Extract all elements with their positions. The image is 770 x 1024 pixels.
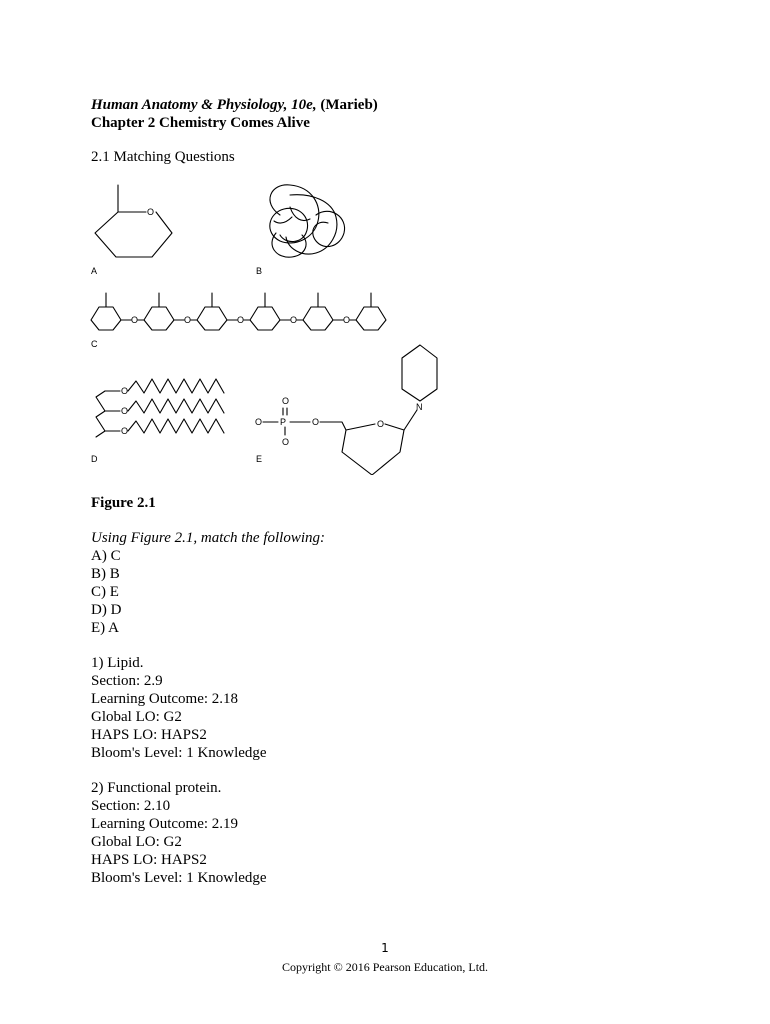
- atom-label: O: [184, 315, 192, 325]
- chapter-title: Chapter 2 Chemistry Comes Alive: [91, 115, 310, 131]
- question-2-global-lo: Global LO: G2: [91, 834, 182, 850]
- molecule-a-monosaccharide: [95, 185, 172, 257]
- question-1-haps-lo: HAPS LO: HAPS2: [91, 727, 207, 743]
- figure-caption: Figure 2.1: [91, 495, 156, 511]
- atom-label: O: [377, 419, 385, 429]
- atom-label: O: [147, 207, 155, 217]
- panel-label-e: E: [256, 454, 263, 464]
- molecule-d-triglyceride: [96, 379, 224, 437]
- question-1-learning-outcome: Learning Outcome: 2.18: [91, 691, 239, 707]
- page-number: 1: [381, 941, 389, 955]
- molecule-e-nucleotide: [255, 345, 437, 475]
- option-e: E) A: [91, 620, 119, 636]
- panel-label-b: B: [256, 266, 263, 276]
- molecule-c-polysaccharide: [91, 293, 386, 330]
- question-1-global-lo: Global LO: G2: [91, 709, 182, 725]
- atom-label: O: [237, 315, 245, 325]
- question-2-section: Section: 2.10: [91, 798, 171, 814]
- atom-label: O: [290, 315, 298, 325]
- atom-label: O: [121, 426, 129, 436]
- copyright-notice: Copyright © 2016 Pearson Education, Ltd.: [281, 960, 489, 974]
- atom-label: O: [312, 417, 320, 427]
- question-1-section: Section: 2.9: [91, 673, 163, 689]
- question-2-blooms-level: Bloom's Level: 1 Knowledge: [91, 870, 267, 886]
- panel-label-a: A: [91, 266, 98, 276]
- panel-label-d: D: [91, 454, 98, 464]
- option-b: B) B: [91, 566, 120, 582]
- figure-2-1: [80, 175, 460, 475]
- atom-label: P: [280, 417, 287, 427]
- option-d: D) D: [91, 602, 122, 618]
- atom-label: O: [131, 315, 139, 325]
- panel-label-c: C: [91, 339, 98, 349]
- atom-label: O: [255, 417, 263, 427]
- question-2-prompt: 2) Functional protein.: [91, 780, 222, 796]
- question-1-blooms-level: Bloom's Level: 1 Knowledge: [91, 745, 267, 761]
- atom-label: N: [416, 402, 423, 412]
- book-title-line: [91, 96, 378, 114]
- molecule-b-globular-protein: [270, 185, 345, 257]
- book-author: (Marieb): [320, 97, 378, 113]
- atom-label: O: [282, 396, 290, 406]
- question-1-prompt: 1) Lipid.: [91, 655, 144, 671]
- atom-label: O: [282, 437, 290, 447]
- section-heading: 2.1 Matching Questions: [91, 149, 235, 165]
- atom-label: O: [121, 406, 129, 416]
- question-2-learning-outcome: Learning Outcome: 2.19: [91, 816, 239, 832]
- book-title: Human Anatomy & Physiology, 10e,: [91, 97, 317, 113]
- atom-label: O: [343, 315, 351, 325]
- question-2-haps-lo: HAPS LO: HAPS2: [91, 852, 207, 868]
- instructions: Using Figure 2.1, match the following:: [91, 530, 326, 546]
- option-a: A) C: [91, 548, 121, 564]
- option-c: C) E: [91, 584, 119, 600]
- atom-label: O: [121, 386, 129, 396]
